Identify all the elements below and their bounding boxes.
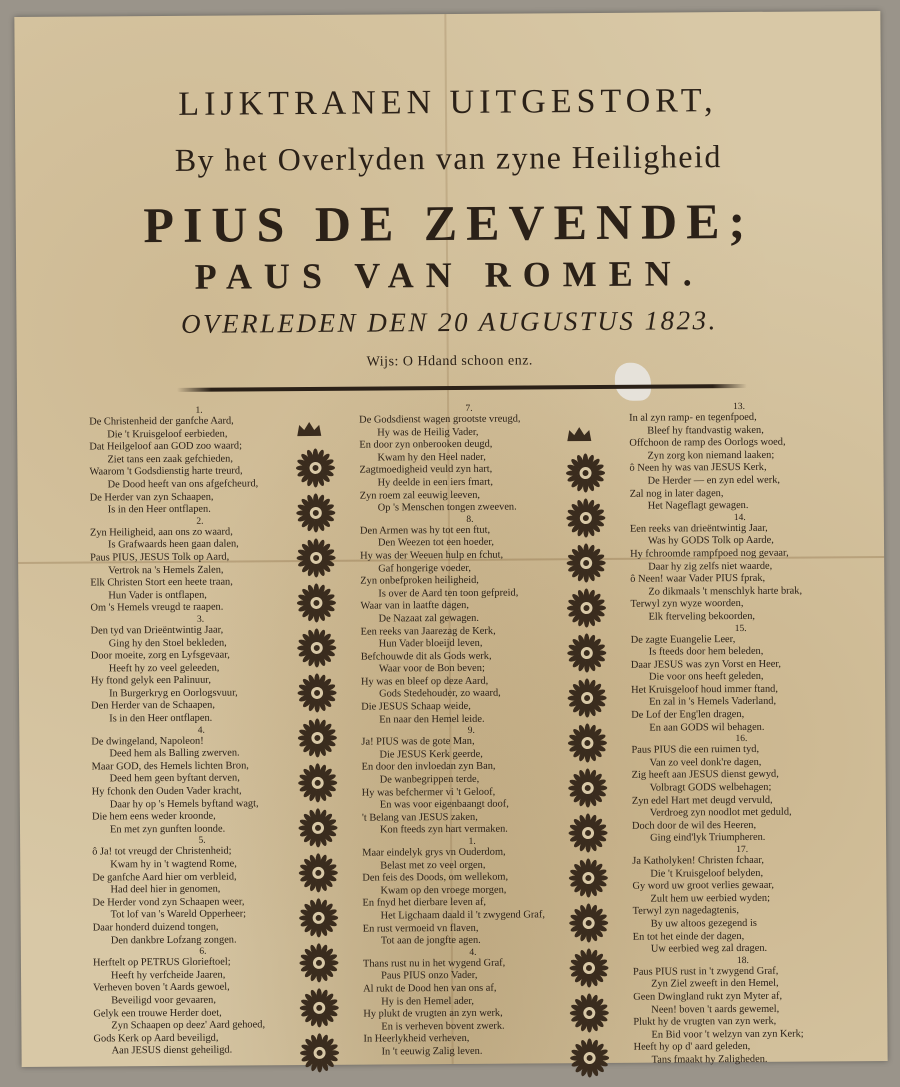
verse-line: Deed hem geen byftant derven, xyxy=(109,772,240,785)
verse-line: En Bid voor 't welzyn van zyn Kerk; xyxy=(651,1028,804,1041)
verse-line: Uw eerbied weg zal dragen. xyxy=(650,942,768,955)
verse-line: Is Grafwaards heen gaan dalen, xyxy=(107,538,239,551)
stanza-number: 7. xyxy=(465,403,473,414)
crown-icon xyxy=(295,420,323,438)
verse-line: Hy is den Hemel ader, xyxy=(381,995,475,1008)
stanza xyxy=(93,946,314,1058)
verse-line: Den feis des Doods, om wellekom, xyxy=(362,871,509,884)
verse-line: Die 't Kruisgeloof eerbieden, xyxy=(107,428,228,440)
decorative-rule xyxy=(177,384,747,392)
verse-line: Zal nog in later dagen, xyxy=(629,487,724,500)
sunflower-ornament-icon xyxy=(565,453,605,493)
verse-line: Hy fchroomde rampfpoed nog gevaar, xyxy=(630,547,789,560)
verse-line: Plukt hy de vrugten van zyn werk, xyxy=(633,1015,777,1028)
verse-line: Kwam hy in 't wagtend Rome, xyxy=(110,858,237,871)
title-line-2: By het Overlyden van zyne Heiligheid xyxy=(174,138,723,178)
verse-line: En rust vermoeid vn flaven, xyxy=(362,922,479,935)
verse-line: De ganfche Aard hier om verbleid, xyxy=(92,871,237,884)
poem-column-1 xyxy=(89,405,314,1058)
stanza xyxy=(359,403,580,515)
verse-line: In Heerlykheid verheven, xyxy=(363,1033,470,1045)
verse-line: Daar hy op 's Hemels byftand wagt, xyxy=(109,797,259,811)
stanza-number: 6. xyxy=(199,946,207,957)
verse-line: Kon fteeds zyn hart vermaken. xyxy=(379,824,508,836)
stanza-number: 8. xyxy=(466,514,474,525)
broadside-sheet xyxy=(14,11,887,1067)
verse-line: Zyn edel Hart met deugd vervuld, xyxy=(631,794,773,807)
sunflower-ornament-icon xyxy=(569,903,609,943)
verse-line: En zal in 's Hemels Vaderland, xyxy=(649,696,777,709)
verse-line: Thans rust nu in het wygend Graf, xyxy=(362,957,506,970)
verse-line: Die JESUS Schaap weide, xyxy=(361,700,471,713)
verse-line: Daar JESUS was zyn Vorst en Heer, xyxy=(630,658,782,671)
stanza-number: 4. xyxy=(469,947,477,958)
verse-line: Heeft hy zo veel geleeden, xyxy=(108,662,220,675)
verse-line: Ging hy den Stoel bekleden, xyxy=(108,637,227,649)
verse-line: Had deel hier in genomen, xyxy=(110,883,221,896)
verse-line: Neen! boven 't aards gewemel, xyxy=(651,1003,780,1016)
crown-icon xyxy=(565,425,593,443)
verse-line: By uw altoos gezegend is xyxy=(650,917,757,930)
verse-line: Hun Vader bloeijd leven, xyxy=(378,637,483,650)
verse-line: Maar GOD, des Hemels lichten Bron, xyxy=(91,760,249,773)
sunflower-ornament-icon xyxy=(568,813,608,853)
verse-line: Hy was en bleef op deze Aard, xyxy=(360,675,489,688)
verse-line: De Godsdienst wagen grootste vreugd, xyxy=(359,413,521,426)
verse-line: En fnyd het dierbare leven af, xyxy=(362,897,487,910)
stanza xyxy=(631,623,852,735)
sunflower-ornament-icon xyxy=(568,768,608,808)
verse-line: En was voor eigenbaangt doof, xyxy=(379,798,509,811)
verse-line: Hy was de Heilig Vader, xyxy=(377,426,479,439)
verse-line: Hy fchonk den Ouden Vader kracht, xyxy=(91,785,242,798)
verse-line: Elk Christen Stort een heete traan, xyxy=(90,576,233,589)
verse-line: Deed hem als Balling zwerven. xyxy=(109,747,240,760)
verse-line: Van zo veel donk're dagen, xyxy=(649,756,762,769)
verse-line: Gaf hongerige voeder, xyxy=(378,562,472,575)
ornament-column-1 xyxy=(295,420,344,1078)
verse-line: En tot het einde der dagen, xyxy=(632,930,745,943)
verse-line: En aan GODS wil behagen. xyxy=(649,721,765,734)
stanza xyxy=(630,512,851,624)
verse-line: Beveiligd voor gevaaren, xyxy=(111,994,216,1007)
verse-line: Zo dikmaals 't menschlyk harte brak, xyxy=(648,585,803,598)
stanza-number: 2. xyxy=(196,516,204,527)
verse-line: Waar van in laatfte dagen, xyxy=(360,600,470,612)
verse-line: Zyn Heiligheid, aan ons zo waard, xyxy=(89,526,233,539)
verse-line: Den Armen was hy tot een ftut, xyxy=(359,524,491,537)
sunflower-ornament-icon xyxy=(297,718,337,758)
verse-line: ô Ja! tot vreugd der Christenheid; xyxy=(92,845,232,858)
verse-line: Zig heeft aan JESUS dienst gewyd, xyxy=(631,769,779,782)
verse-line: Aan JESUS dienst geheiligd. xyxy=(111,1044,233,1057)
sunflower-ornament-icon xyxy=(297,673,337,713)
verse-line: Tot aan de jongfte agen. xyxy=(380,934,481,947)
stanza-number: 1. xyxy=(468,836,476,847)
verse-line: Den Weezen tot een hoeder, xyxy=(377,537,495,549)
verse-line: Dat Heilgeloof aan GOD zoo waard; xyxy=(89,440,243,453)
verse-line: ô Neen hy was van JESUS Kerk, xyxy=(629,462,767,475)
verse-line: Verheven boven 't Aards gewoel, xyxy=(93,981,230,994)
sunflower-ornament-icon xyxy=(296,493,336,533)
verse-line: Is fteeds door hem beleden, xyxy=(648,645,764,658)
verse-line: In al zyn ramp- en tegenfpoed, xyxy=(629,411,757,424)
stanza-number: 13. xyxy=(733,401,746,413)
poem-column-3 xyxy=(629,401,854,1067)
verse-line: Paus PIUS onzo Vader, xyxy=(381,970,478,982)
verse-line: Daar hy zig zelfs niet waarde, xyxy=(648,560,773,573)
stanza xyxy=(631,733,852,845)
verse-line: Al rukt de Dood hen van ons af, xyxy=(363,982,497,995)
verse-line: Offchoon de ramp des Oorlogs woed, xyxy=(629,436,786,449)
verse-line: Gods Stedehouder, zo waard, xyxy=(379,688,501,700)
verse-line: Waarom 't Godsdienstig harte treurd, xyxy=(89,465,243,478)
stanza-number: 4. xyxy=(197,725,205,736)
verse-line: Is in den Heer ontflapen. xyxy=(109,712,213,725)
verse-line: Die 't Kruisgeloof belyden, xyxy=(650,867,764,880)
verse-line: Daar honderd duizend tongen, xyxy=(92,921,219,934)
sunflower-ornament-icon xyxy=(298,853,338,893)
sunflower-ornament-icon xyxy=(569,1038,609,1078)
verse-line: Den tyd van Drieëntwintig Jaar, xyxy=(90,624,224,637)
stanza xyxy=(91,725,312,837)
verse-line: De Herder van zyn Schaapen, xyxy=(89,491,214,504)
verse-line: Ja Katholyken! Christen fchaar, xyxy=(632,854,765,867)
verse-line: Hy was befchermer vi 't Geloof, xyxy=(361,786,496,799)
verse-line: Gods Kerk op Aard beveiligd, xyxy=(93,1032,219,1045)
verse-line: Het Nageflagt gewagen. xyxy=(647,500,749,512)
sunflower-ornament-icon xyxy=(569,993,609,1033)
stanza xyxy=(361,625,582,727)
verse-line: Ziet tans een zaak gefchieden, xyxy=(107,453,233,466)
verse-line: Volbragt GODS welbehagen; xyxy=(649,781,772,794)
verse-line: Hy was der Weeuen hulp en fchut, xyxy=(360,549,504,562)
verse-line: Geen Dwingland rukt zyn Myter af, xyxy=(633,990,783,1003)
verse-line: De zagte Euangelie Leer, xyxy=(630,633,736,646)
verse-line: Zyn Schaapen op deez' Aard gehoed, xyxy=(111,1019,266,1032)
sunflower-ornament-icon xyxy=(566,588,606,628)
stanza xyxy=(629,401,850,513)
verse-line: De Herder vond zyn Schaapen weer, xyxy=(92,896,245,909)
verse-line: Zyn roem zal eeuwig leeven, xyxy=(359,489,481,502)
verse-line: Zyn onbefproken heiligheid, xyxy=(360,574,479,587)
verse-line: Zyn Ziel zweeft in den Hemel, xyxy=(651,978,779,990)
sunflower-ornament-icon xyxy=(297,628,337,668)
verse-line: Door moeite, zorg en Lyfsgevaar, xyxy=(90,649,230,662)
sunflower-ornament-icon xyxy=(296,538,336,578)
verse-line: Een reeks van Jaarezag de Kerk, xyxy=(360,625,496,638)
verse-line: Waar voor de Bon beven; xyxy=(378,663,485,675)
verse-line: Maar eindelyk grys vn Ouderdom, xyxy=(362,846,506,859)
title-line-5: OVERLEDEN DEN 20 AUGUSTUS 1823. xyxy=(180,305,718,339)
stanza-number: 16. xyxy=(735,734,748,745)
verse-line: Die voor ons heeft geleden, xyxy=(648,671,764,683)
sunflower-ornament-icon xyxy=(299,1033,339,1073)
sunflower-ornament-icon xyxy=(299,988,339,1028)
verse-line: En door den invloedan zyn Ban, xyxy=(361,761,496,774)
sunflower-ornament-icon xyxy=(299,943,339,983)
verse-line: Befchouwde dit als Gods werk, xyxy=(360,650,492,663)
verse-line: Gy word uw groot verlies gewaar, xyxy=(632,879,775,892)
verse-line: Het Kruisgeloof houd immer ftand, xyxy=(631,683,778,696)
verse-line: Heeft hy verfcheide Jaaren, xyxy=(111,969,226,982)
sunflower-ornament-icon xyxy=(299,898,339,938)
sunflower-ornament-icon xyxy=(566,498,606,538)
verse-line: En met zyn gunften loonde. xyxy=(109,823,226,836)
verse-line: En door zyn onberooken deugd, xyxy=(359,438,493,451)
stanza-number: 15. xyxy=(734,623,747,634)
verse-line: Op 's Menschen tongen zweeven. xyxy=(377,501,517,514)
verse-line: De wanbegrippen terde, xyxy=(379,773,480,786)
verse-line: Vertrok na 's Hemels Zalen, xyxy=(108,564,224,576)
verse-line: Herftelt op PETRUS Glorieftoel; xyxy=(92,956,231,969)
verse-line: 't Belang van JESUS zaken, xyxy=(361,811,478,824)
stanza-number: 18. xyxy=(736,955,749,966)
verse-line: De Nazaat zal gewagen. xyxy=(378,612,479,625)
sunflower-ornament-icon xyxy=(566,543,606,583)
stanza xyxy=(633,955,854,1067)
stanza xyxy=(363,947,584,1059)
verse-line: Om 's Hemels vreugd te raapen. xyxy=(90,601,224,614)
verse-line: Die hem eens weder kroonde, xyxy=(91,810,216,823)
verse-line: Die JESUS Kerk geerde, xyxy=(379,748,483,761)
verse-line: Is in den Heer ontflapen. xyxy=(107,503,211,516)
stanza xyxy=(632,844,853,956)
verse-line: Hy plukt de vrugten an zyn werk, xyxy=(363,1007,503,1020)
stanza xyxy=(90,516,311,616)
verse-line: Verdroeg zyn noodlot met geduld, xyxy=(649,806,792,819)
stanza-number: 9. xyxy=(467,726,475,737)
sunflower-ornament-icon xyxy=(295,448,335,488)
verse-line: En is verheven bovent zwerk. xyxy=(381,1020,505,1033)
verse-line: De Herder — en zyn edel werk, xyxy=(647,474,781,487)
verse-line: Doch door de wil des Heeren, xyxy=(631,819,757,832)
verse-line: Hy deelde in een iers fmart, xyxy=(377,476,494,489)
verse-line: Ja! PIUS was de gote Man, xyxy=(361,736,475,748)
verse-line: Elk fterveling bekoorden, xyxy=(648,610,756,623)
verse-line: Hun Vader is ontflapen, xyxy=(108,589,207,602)
sunflower-ornament-icon xyxy=(569,948,609,988)
verse-line: Een reeks van drieëntwintig Jaar, xyxy=(629,522,768,535)
verse-line: In 't eeuwig Zalig leven. xyxy=(381,1045,483,1058)
verse-line: Is over de Aard ten toon gefpreid, xyxy=(378,587,519,600)
sunflower-ornament-icon xyxy=(567,633,607,673)
verse-line: Terwyl zyn wyze woorden, xyxy=(630,598,744,611)
verse-line: Tans fmaakt hy Zaligheden. xyxy=(651,1053,768,1066)
verse-line: Paus PIUS die een ruimen tyd, xyxy=(631,744,760,756)
verse-line: Belast met zo veel orgen, xyxy=(380,859,486,872)
verse-line: Kwam op den vroege morgen, xyxy=(380,884,507,897)
stanza xyxy=(362,836,583,948)
sunflower-ornament-icon xyxy=(567,678,607,718)
title-line-1: LIJKTRANEN UITGESTORT, xyxy=(178,82,718,123)
title-line-4: PAUS VAN ROMEN. xyxy=(194,253,704,297)
verse-line: ô Neen! waar Vader PIUS fprak, xyxy=(630,572,766,585)
verse-line: Bleef hy ftandvastig waken, xyxy=(647,424,764,437)
verse-line: Was hy GODS Tolk op Aarde, xyxy=(647,535,774,547)
verse-line: Hy ftond gelyk een Palinuur, xyxy=(90,674,211,687)
sunflower-ornament-icon xyxy=(568,858,608,898)
verse-line: De Dood heeft van ons afgefcheurd, xyxy=(107,478,259,491)
verse-line: De Christenheid der ganfche Aard, xyxy=(89,415,234,428)
ornament-column-2 xyxy=(565,425,614,1083)
stanza xyxy=(91,614,312,726)
verse-line: Kwam hy den Heel nader, xyxy=(377,451,486,464)
verse-line: Gelyk een trouwe Herder doet, xyxy=(93,1007,222,1020)
verse-line: Ging eind'lyk Triumpheren. xyxy=(650,832,766,845)
verse-line: Terwyl zyn nagedagtenis, xyxy=(632,905,739,918)
verse-line: De Lof der Eng'len dragen, xyxy=(631,709,745,721)
tune-line: Wijs: O Hdand schoon enz. xyxy=(366,353,533,370)
stanza xyxy=(92,835,313,947)
sunflower-ornament-icon xyxy=(298,808,338,848)
verse-line: Zagtmoedigheid veuld zyn hart, xyxy=(359,464,493,477)
stanza-number: 5. xyxy=(198,836,206,847)
title-line-3: PIUS DE ZEVENDE; xyxy=(143,192,755,254)
sunflower-ornament-icon xyxy=(567,723,607,763)
verse-line: Heeft hy op d' aard geleden, xyxy=(633,1041,751,1054)
verse-line: Zult hem uw eerbied wyden; xyxy=(650,892,771,905)
stanza xyxy=(361,725,582,837)
verse-line: Paus PIUS rust in 't zwygend Graf, xyxy=(632,965,779,978)
stanza-number: 3. xyxy=(196,614,205,625)
verse-line: Paus PIUS, JESUS Tolk op Aard, xyxy=(90,551,230,564)
verse-line: Tot lof van 's Wareld Opperheer; xyxy=(110,908,247,921)
verse-line: Het Ligchaam daald il 't zwygend Graf, xyxy=(380,909,545,922)
stanza-number: 14. xyxy=(733,512,746,523)
sunflower-ornament-icon xyxy=(296,583,336,623)
verse-line: Den Herder van de Schaapen, xyxy=(91,700,215,712)
stanza xyxy=(360,514,581,626)
verse-line: En naar den Hemel leide. xyxy=(379,713,485,726)
stanza xyxy=(89,405,310,517)
verse-line: In Burgerkryg en Oorlogsvuur, xyxy=(109,687,238,700)
stanza-number: 17. xyxy=(736,844,749,856)
poem-column-2 xyxy=(359,403,584,1059)
verse-line: Den dankbre Lofzang zongen. xyxy=(110,934,237,946)
stanza-number: 1. xyxy=(195,405,203,416)
sunflower-ornament-icon xyxy=(298,763,338,803)
verse-line: Zyn zorg kon niemand laaken; xyxy=(647,449,775,462)
verse-line: De dwingeland, Napoleon! xyxy=(91,735,204,748)
